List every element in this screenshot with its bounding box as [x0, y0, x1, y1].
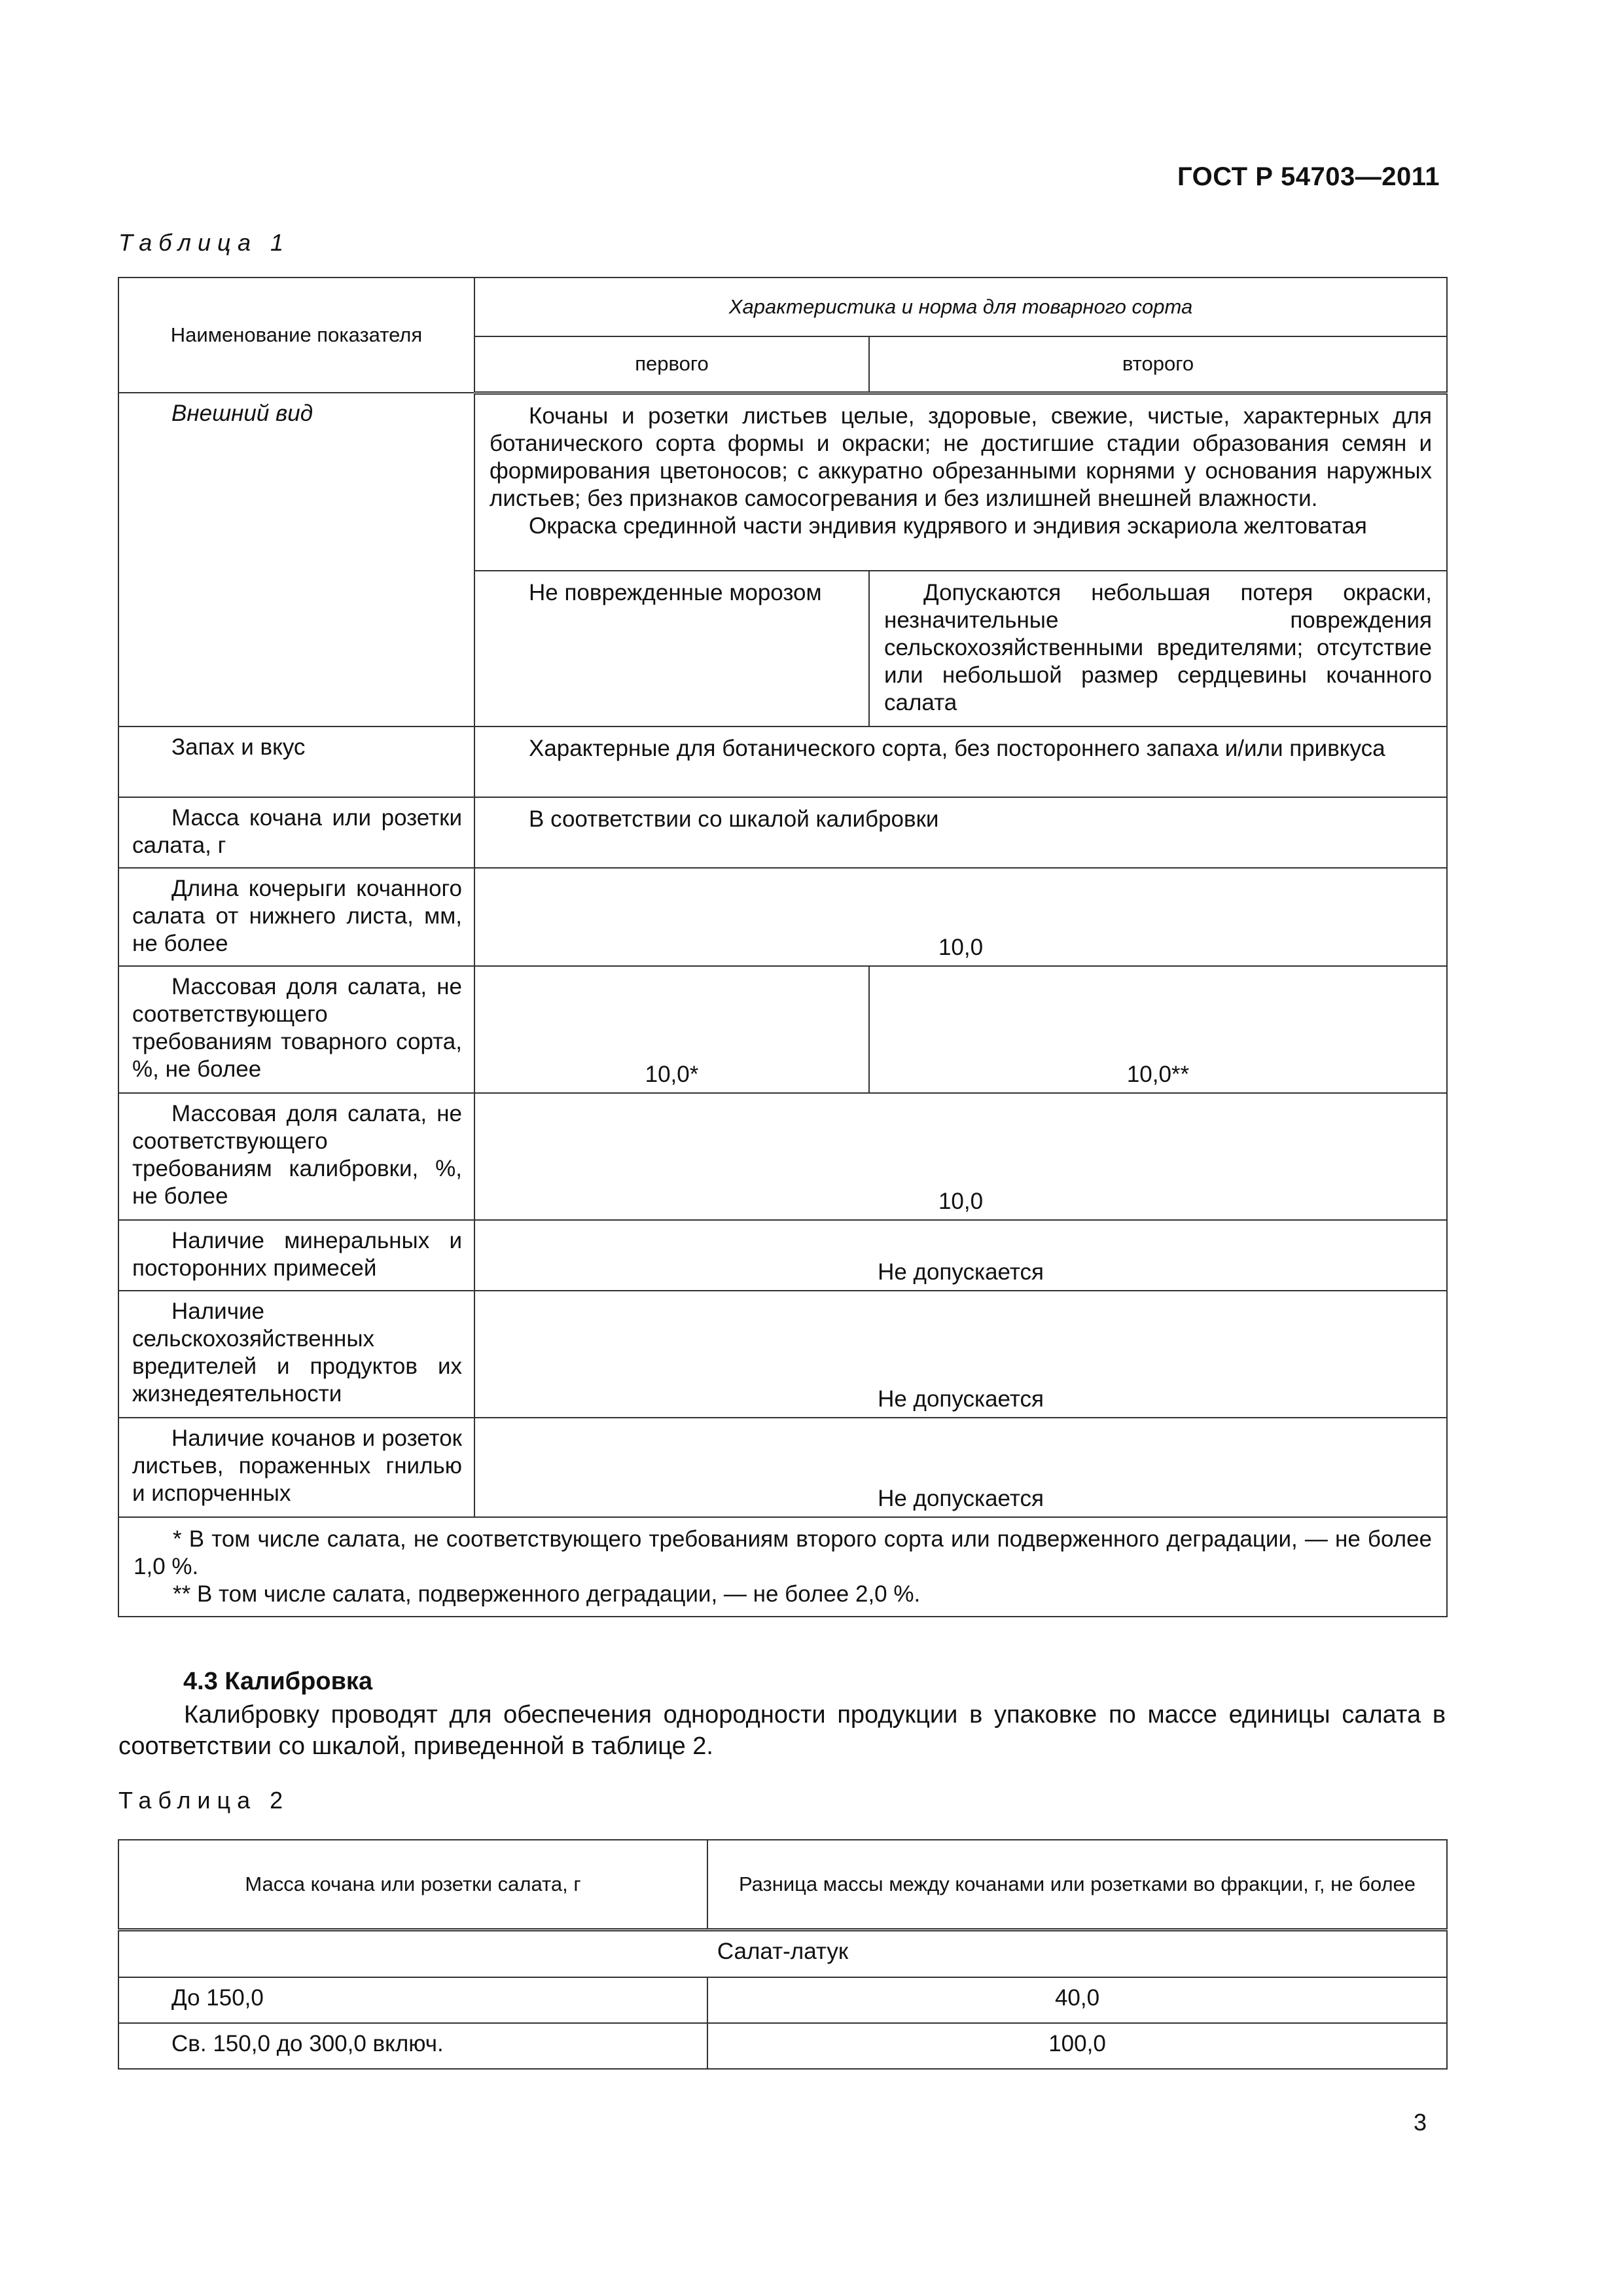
- table1-cell-appearance-first: Не поврежденные морозом: [474, 571, 869, 726]
- section-paragraph: Калибровку проводят для обеспечения однородности продукции в упаковке по массе единицы салата в соответствии со шкалой, приведенной в таблице 2.: [118, 1701, 1446, 1760]
- table1-cell-value-second: 10,0**: [869, 966, 1447, 1093]
- table1-header-second: второго: [869, 336, 1447, 393]
- table2-cell-diff: 40,0: [707, 1977, 1447, 2023]
- table2-header-mass: Масса кочана или розетки салата, г: [118, 1840, 707, 1930]
- table1-cell-value-first: 10,0*: [474, 966, 869, 1093]
- table1-row-label: Массовая доля салата, не соответствующего требованиям калибровки, %, не более: [118, 1093, 474, 1220]
- table1-header-group: Характеристика и норма для товарного сорта: [474, 278, 1447, 336]
- table1-row-label: Наличие кочанов и розеток листьев, пораженных гнилью и испорченных: [118, 1418, 474, 1517]
- table1-footnote-1: * В том числе салата, не соответствующего требованиям второго сорта или подверженного деградации, — не более 1,0 %.: [134, 1526, 1433, 1579]
- table1-cell-value: 10,0: [474, 868, 1447, 966]
- table1-row-label: Наличие минеральных и посторонних примесей: [118, 1220, 474, 1291]
- table2-cell-mass: До 150,0: [118, 1977, 707, 2023]
- table2-caption: Таблица 2: [118, 1787, 290, 1814]
- table1-cell-value: 10,0: [474, 1093, 1447, 1220]
- table2-header-diff: Разница массы между кочанами или розетками во фракции, г, не более: [707, 1840, 1447, 1930]
- table2-cell-diff: 100,0: [707, 2023, 1447, 2069]
- table1-caption: Таблица 1: [118, 229, 291, 256]
- table1-row-label: Наличие сельскохозяйственных вредителей и продуктов их жизнедеятельности: [118, 1291, 474, 1418]
- table1-row-label: Массовая доля салата, не соответствующего требованиям товарного сорта, %, не более: [118, 966, 474, 1093]
- table1-cell-appearance-second: Допускаются небольшая потеря окраски, незначительные повреждения сельскохозяйственными вредителями; отсутствие или небольшой размер сердцевины кочанного салата: [869, 571, 1447, 726]
- table1-row-label: Внешний вид: [118, 393, 474, 726]
- table1-cell-value: В соответствии со шкалой калибровки: [474, 797, 1447, 868]
- standard-id: ГОСТ Р 54703—2011: [1177, 162, 1440, 191]
- appearance-text-1: Кочаны и розетки листьев целые, здоровые, свежие, чистые, характерных для ботанического сорта формы и окраски; не достигшие стадии образования семян и формирования цветоносов; с аккуратно обрезанными корнями у основания наружных листьев; без признаков самосогревания и без излишней внешней влажности.: [490, 403, 1433, 511]
- table1-row-label: Запах и вкус: [118, 726, 474, 797]
- table2-cell-mass: Св. 150,0 до 300,0 включ.: [118, 2023, 707, 2069]
- table1-cell-value: Не допускается: [474, 1418, 1447, 1517]
- table2: [118, 1839, 1448, 2070]
- table1-cell-value: Не допускается: [474, 1291, 1447, 1418]
- section-title: 4.3 Калибровка: [183, 1668, 373, 1695]
- table1-cell-value: Не допускается: [474, 1220, 1447, 1291]
- table1-footnote-2: ** В том числе салата, подверженного деградации, — не более 2,0 %.: [173, 1581, 921, 1607]
- table1-header-first: первого: [474, 336, 869, 393]
- table1-row-label: Длина кочерыги кочанного салата от нижнего листа, мм, не более: [118, 868, 474, 966]
- appearance-text-2: Окраска срединной части эндивия кудрявого и эндивия эскариола желтоватая: [529, 512, 1367, 539]
- table1: [118, 277, 1448, 1617]
- table1-header-indicator: Наименование показателя: [118, 278, 474, 393]
- table1-row-label: Масса кочана или розетки салата, г: [118, 797, 474, 868]
- table1-footnotes: [118, 1517, 1447, 1617]
- table1-cell-value: Характерные для ботанического сорта, без постороннего запаха и/или привкуса: [474, 726, 1447, 797]
- page-number: 3: [1414, 2109, 1427, 2136]
- table2-group-row: Салат-латук: [118, 1930, 1447, 1977]
- table1-cell-appearance-common: [474, 393, 1447, 571]
